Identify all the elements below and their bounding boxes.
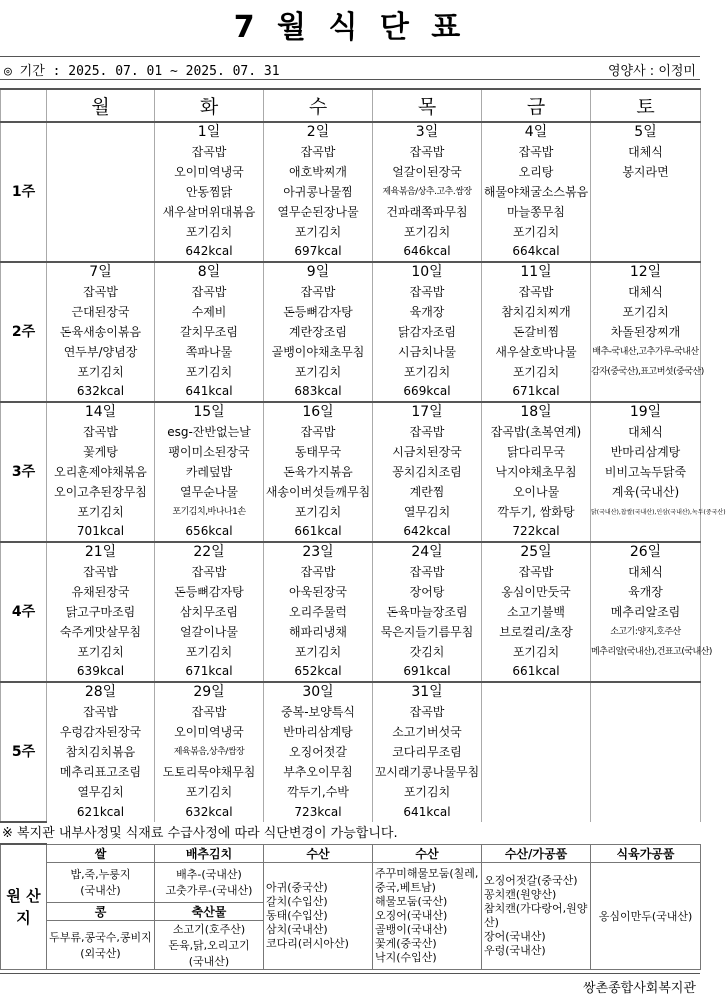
menu-item: 697kcal <box>264 242 373 262</box>
date-cell <box>47 122 155 142</box>
menu-item: esg-잔반없는날 <box>155 422 264 442</box>
menu-item: 갓김치 <box>373 642 482 662</box>
week-date-row <box>1 542 701 562</box>
menu-item <box>591 802 701 822</box>
menu-item: 제육볶음/상추.고추.쌈장 <box>373 182 482 202</box>
footer-divider <box>0 973 700 974</box>
date-cell: 14일 <box>47 402 155 422</box>
date-cell: 17일 <box>373 402 482 422</box>
menu-item: 닭감자조림 <box>373 322 482 342</box>
menu-item: 포기김치 <box>155 642 264 662</box>
origin-seafood-2: 주꾸미해물모둠(칠레,중국,베트남) 해물모둠(국산) 오징어(국내산) 골뱅이(국내산) 꽃게(중국산) 낙지(수입산) <box>373 862 482 969</box>
menu-item: 메추리알조림 <box>591 602 701 622</box>
menu-item: 잡곡밥 <box>264 142 373 162</box>
menu-row <box>1 142 701 162</box>
menu-item: 반마리삼계탕 <box>264 722 373 742</box>
menu-item: 포기김치,바나나1손 <box>155 502 264 522</box>
menu-item <box>47 222 155 242</box>
menu-item: 꽁치김치조림 <box>373 462 482 482</box>
menu-item: 포기김치 <box>264 502 373 522</box>
menu-row <box>1 622 701 642</box>
menu-row <box>1 342 701 362</box>
menu-item: 포기김치 <box>482 222 591 242</box>
menu-item: 포기김치 <box>482 642 591 662</box>
week-label: 5주 <box>1 682 47 822</box>
date-cell: 15일 <box>155 402 264 422</box>
menu-item: 꽃게탕 <box>47 442 155 462</box>
menu-row <box>1 502 701 522</box>
menu-row <box>1 382 701 402</box>
menu-item: 새우살머위대볶음 <box>155 202 264 222</box>
date-cell: 11일 <box>482 262 591 282</box>
menu-item: 오이고추된장무침 <box>47 482 155 502</box>
menu-item: 포기김치 <box>264 642 373 662</box>
menu-item: 잡곡밥 <box>47 702 155 722</box>
menu-item <box>591 222 701 242</box>
menu-row <box>1 742 701 762</box>
menu-item <box>482 762 591 782</box>
menu-item: 삼치무조림 <box>155 602 264 622</box>
origin-header: 식육가공품 <box>591 844 701 862</box>
menu-item: 잡곡밥 <box>482 282 591 302</box>
menu-item: 근대된장국 <box>47 302 155 322</box>
menu-item: 723kcal <box>264 802 373 822</box>
date-cell: 1일 <box>155 122 264 142</box>
menu-item: 깍두기,수박 <box>264 782 373 802</box>
menu-item: 시금치된장국 <box>373 442 482 462</box>
origin-header: 배추김치 <box>155 844 264 862</box>
menu-item: 671kcal <box>155 662 264 682</box>
menu-item: 얼갈이나물 <box>155 622 264 642</box>
date-cell: 5일 <box>591 122 701 142</box>
menu-item <box>591 782 701 802</box>
menu-item: 브로컬리/초장 <box>482 622 591 642</box>
menu-item <box>47 142 155 162</box>
menu-item: 잡곡밥 <box>482 562 591 582</box>
menu-item: 돈등뼈감자탕 <box>264 302 373 322</box>
day-header: 수 <box>264 89 373 122</box>
week-label: 3주 <box>1 402 47 542</box>
date-cell: 26일 <box>591 542 701 562</box>
date-cell: 8일 <box>155 262 264 282</box>
menu-item <box>591 722 701 742</box>
menu-item: 포기김치 <box>47 642 155 662</box>
menu-item: 안동찜닭 <box>155 182 264 202</box>
menu-item: 오리훈제야채볶음 <box>47 462 155 482</box>
menu-item: 잡곡밥 <box>373 142 482 162</box>
menu-item: 쪽파나물 <box>155 342 264 362</box>
week-date-row <box>1 402 701 422</box>
menu-item: 열무순된장나물 <box>264 202 373 222</box>
week-date-row <box>1 262 701 282</box>
day-header: 금 <box>482 89 591 122</box>
menu-item: 잡곡밥 <box>155 562 264 582</box>
origin-header: 수산 <box>373 844 482 862</box>
menu-item: 683kcal <box>264 382 373 402</box>
day-header: 목 <box>373 89 482 122</box>
date-cell: 31일 <box>373 682 482 702</box>
date-cell: 22일 <box>155 542 264 562</box>
menu-item: 잡곡밥(초복연계) <box>482 422 591 442</box>
menu-item: 641kcal <box>155 382 264 402</box>
menu-item: 수제비 <box>155 302 264 322</box>
menu-item: 골뱅이야채초무침 <box>264 342 373 362</box>
menu-item: 참치김치볶음 <box>47 742 155 762</box>
menu-row <box>1 242 701 262</box>
menu-item: 오리탕 <box>482 162 591 182</box>
menu-item: 참치김치찌개 <box>482 302 591 322</box>
menu-row <box>1 642 701 662</box>
date-cell: 30일 <box>264 682 373 702</box>
menu-item <box>482 702 591 722</box>
menu-item: 시금치나물 <box>373 342 482 362</box>
menu-item: 계란장조림 <box>264 322 373 342</box>
menu-item: 포기김치 <box>482 362 591 382</box>
menu-item: 코다리무조림 <box>373 742 482 762</box>
menu-row <box>1 362 701 382</box>
menu-item: 639kcal <box>47 662 155 682</box>
menu-item: 메추리알(국내산),건표고(국내산) <box>591 642 701 662</box>
origin-header: 수산 <box>264 844 373 862</box>
origin-header: 축산물 <box>155 902 264 920</box>
date-cell: 4일 <box>482 122 591 142</box>
menu-item: 봉지라면 <box>591 162 701 182</box>
date-cell: 19일 <box>591 402 701 422</box>
menu-item: 건파래쪽파무침 <box>373 202 482 222</box>
menu-item: 육개장 <box>591 582 701 602</box>
date-cell: 3일 <box>373 122 482 142</box>
menu-item: 656kcal <box>155 522 264 542</box>
date-cell: 9일 <box>264 262 373 282</box>
menu-item: 새송이버섯들깨무침 <box>264 482 373 502</box>
origin-label: 원 산 지 <box>1 844 47 969</box>
menu-item: 701kcal <box>47 522 155 542</box>
menu-item: 포기김치 <box>591 302 701 322</box>
menu-item <box>47 182 155 202</box>
origin-header: 콩 <box>47 902 155 920</box>
menu-item <box>591 242 701 262</box>
date-cell: 29일 <box>155 682 264 702</box>
menu-item <box>591 382 701 402</box>
menu-item: 열무순나물 <box>155 482 264 502</box>
menu-item: 포기김치 <box>47 502 155 522</box>
menu-item: 제육볶음,상추/쌈장 <box>155 742 264 762</box>
menu-item: 도토리묵야채무침 <box>155 762 264 782</box>
menu-item: 해파리냉채 <box>264 622 373 642</box>
date-cell <box>591 682 701 702</box>
menu-item: 661kcal <box>482 662 591 682</box>
menu-item: 오징어젓갈 <box>264 742 373 762</box>
menu-item: 숙주게맛살무침 <box>47 622 155 642</box>
menu-item: 돈등뼈감자탕 <box>155 582 264 602</box>
menu-item: 잡곡밥 <box>373 702 482 722</box>
notice: ※ 복지관 내부사정및 식재료 수급사정에 따라 식단변경이 가능합니다. <box>2 826 398 841</box>
menu-item: 깍두기, 쌈화탕 <box>482 502 591 522</box>
date-cell: 23일 <box>264 542 373 562</box>
date-cell: 2일 <box>264 122 373 142</box>
menu-item: 잡곡밥 <box>373 422 482 442</box>
menu-row <box>1 562 701 582</box>
menu-item: 돈육마늘장조림 <box>373 602 482 622</box>
week-label: 4주 <box>1 542 47 682</box>
menu-item: 새우살호박나물 <box>482 342 591 362</box>
menu-item: 포기김치 <box>373 782 482 802</box>
menu-item: 열무김치 <box>373 502 482 522</box>
menu-item: 642kcal <box>373 522 482 542</box>
menu-item: 낙지야채초무침 <box>482 462 591 482</box>
menu-item: 잡곡밥 <box>47 562 155 582</box>
menu-item: 동태무국 <box>264 442 373 462</box>
date-cell: 10일 <box>373 262 482 282</box>
menu-row <box>1 662 701 682</box>
menu-item: 잡곡밥 <box>47 282 155 302</box>
menu-table <box>0 88 726 823</box>
origin-header: 쌀 <box>47 844 155 862</box>
menu-item <box>591 522 701 542</box>
menu-item: 669kcal <box>373 382 482 402</box>
menu-item: 대체식 <box>591 282 701 302</box>
origin-table <box>0 843 701 970</box>
menu-item: 열무김치 <box>47 782 155 802</box>
menu-row <box>1 522 701 542</box>
menu-item: 대체식 <box>591 422 701 442</box>
menu-item <box>591 762 701 782</box>
menu-item: 잡곡밥 <box>482 142 591 162</box>
menu-item: 돈갈비찜 <box>482 322 591 342</box>
menu-row <box>1 582 701 602</box>
menu-item: 잡곡밥 <box>47 422 155 442</box>
day-header: 화 <box>155 89 264 122</box>
menu-item <box>47 242 155 262</box>
date-cell: 28일 <box>47 682 155 702</box>
menu-item: 오리주물럭 <box>264 602 373 622</box>
menu-item: 비비고녹두닭죽 <box>591 462 701 482</box>
menu-item: 부추오이무침 <box>264 762 373 782</box>
menu-item: 소고기버섯국 <box>373 722 482 742</box>
menu-item: 연두부/양념장 <box>47 342 155 362</box>
menu-item: 잡곡밥 <box>155 142 264 162</box>
menu-item: 652kcal <box>264 662 373 682</box>
menu-row <box>1 202 701 222</box>
menu-row <box>1 802 701 822</box>
dietitian: 영양사 : 이정미 <box>608 64 696 79</box>
menu-item: 포기김치 <box>264 222 373 242</box>
menu-item: 배추-국내산,고추가루-국내산 <box>591 342 701 362</box>
menu-item: 애호박찌개 <box>264 162 373 182</box>
week-date-row <box>1 682 701 702</box>
menu-item: 641kcal <box>373 802 482 822</box>
origin-header: 수산/가공품 <box>482 844 591 862</box>
menu-row <box>1 782 701 802</box>
menu-item: 카레덮밥 <box>155 462 264 482</box>
menu-item: 잡곡밥 <box>264 282 373 302</box>
menu-item: 메추리표고조림 <box>47 762 155 782</box>
menu-item: 아욱된장국 <box>264 582 373 602</box>
menu-item: 닭다리무국 <box>482 442 591 462</box>
menu-item <box>591 702 701 722</box>
origin-seafood-1: 아귀(중국산) 갈치(수입산) 동태(수입산) 삼치(국내산) 코다리(러시아산) <box>264 862 373 969</box>
date-cell: 16일 <box>264 402 373 422</box>
menu-item: 대체식 <box>591 562 701 582</box>
menu-item: 육개장 <box>373 302 482 322</box>
menu-item: 632kcal <box>47 382 155 402</box>
menu-row <box>1 702 701 722</box>
menu-item: 반마리삼계탕 <box>591 442 701 462</box>
date-cell: 25일 <box>482 542 591 562</box>
date-cell: 12일 <box>591 262 701 282</box>
menu-item: 621kcal <box>47 802 155 822</box>
menu-item: 마늘쫑무침 <box>482 202 591 222</box>
menu-item: 우렁감자된장국 <box>47 722 155 742</box>
date-cell <box>482 682 591 702</box>
menu-item <box>591 662 701 682</box>
menu-item: 포기김치 <box>155 222 264 242</box>
menu-item: 소고기불백 <box>482 602 591 622</box>
menu-item: 팽이미소된장국 <box>155 442 264 462</box>
menu-item: 해물야채굴소스볶음 <box>482 182 591 202</box>
menu-item: 오이나물 <box>482 482 591 502</box>
footer-org: 쌍촌종합사회복지관 <box>582 981 696 996</box>
menu-item: 632kcal <box>155 802 264 822</box>
origin-bean: 두부류,콩국수,콩비지 (외국산) <box>47 920 155 969</box>
menu-item: 계란찜 <box>373 482 482 502</box>
menu-item <box>482 802 591 822</box>
menu-row <box>1 422 701 442</box>
menu-item <box>482 782 591 802</box>
menu-item: 오이미역냉국 <box>155 722 264 742</box>
menu-row <box>1 182 701 202</box>
menu-row <box>1 222 701 242</box>
menu-item: 감자(중국산),표고버섯(중국산) <box>591 362 701 382</box>
period: ◎ 기간 : 2025. 07. 01 ~ 2025. 07. 31 <box>4 64 280 79</box>
menu-item: 장어탕 <box>373 582 482 602</box>
menu-item: 671kcal <box>482 382 591 402</box>
menu-item <box>47 162 155 182</box>
menu-item: 잡곡밥 <box>155 282 264 302</box>
day-header-row <box>1 89 701 122</box>
menu-row <box>1 162 701 182</box>
menu-item: 잡곡밥 <box>264 562 373 582</box>
menu-item: 포기김치 <box>264 362 373 382</box>
menu-row <box>1 442 701 462</box>
menu-item: 포기김치 <box>155 362 264 382</box>
menu-item: 돈육새송이볶음 <box>47 322 155 342</box>
menu-item: 잡곡밥 <box>264 422 373 442</box>
menu-item: 646kcal <box>373 242 482 262</box>
menu-item: 722kcal <box>482 522 591 542</box>
menu-item: 691kcal <box>373 662 482 682</box>
menu-item: 포기김치 <box>47 362 155 382</box>
menu-item: 661kcal <box>264 522 373 542</box>
week-label: 1주 <box>1 122 47 262</box>
menu-item: 유채된장국 <box>47 582 155 602</box>
menu-item: 잡곡밥 <box>373 562 482 582</box>
menu-row <box>1 482 701 502</box>
menu-item: 차돌된장찌개 <box>591 322 701 342</box>
menu-item: 소고기:양지,호주산 <box>591 622 701 642</box>
menu-item: 잡곡밥 <box>155 702 264 722</box>
menu-item: 묵은지들기름무침 <box>373 622 482 642</box>
week-date-row <box>1 122 701 142</box>
menu-row <box>1 322 701 342</box>
menu-item <box>591 182 701 202</box>
origin-seafood-3: 오징어젓갈(중국산) 꽁치캔(원양산) 참치캔(가다랑어,원양산) 장어(국내산) 우렁(국내산) <box>482 862 591 969</box>
menu-item <box>591 742 701 762</box>
menu-item <box>591 202 701 222</box>
menu-item: 664kcal <box>482 242 591 262</box>
menu-row <box>1 722 701 742</box>
menu-row <box>1 762 701 782</box>
menu-item: 계육(국내산) <box>591 482 701 502</box>
menu-item: 아귀콩나물찜 <box>264 182 373 202</box>
menu-row <box>1 602 701 622</box>
menu-item: 중복-보양특식 <box>264 702 373 722</box>
date-cell: 18일 <box>482 402 591 422</box>
menu-item: 대체식 <box>591 142 701 162</box>
date-cell: 24일 <box>373 542 482 562</box>
menu-item: 잡곡밥 <box>373 282 482 302</box>
menu-item <box>482 722 591 742</box>
menu-item <box>482 742 591 762</box>
menu-row <box>1 302 701 322</box>
menu-item: 닭(국내산),찹쌀(국내산),인삼(국내산),녹두(중국산) <box>591 502 701 522</box>
date-cell: 21일 <box>47 542 155 562</box>
menu-item: 옹심이만둣국 <box>482 582 591 602</box>
corner-cell <box>1 89 47 122</box>
day-header: 월 <box>47 89 155 122</box>
date-cell: 7일 <box>47 262 155 282</box>
menu-item: 포기김치 <box>155 782 264 802</box>
week-label: 2주 <box>1 262 47 402</box>
origin-rice: 밥,죽,누룽지 (국내산) <box>47 862 155 902</box>
page-title: 7 월 식 단 표 <box>233 10 467 45</box>
menu-item: 꼬시래기콩나물무침 <box>373 762 482 782</box>
origin-processed: 옹심이만두(국내산) <box>591 862 701 969</box>
menu-row <box>1 282 701 302</box>
menu-item: 오이미역냉국 <box>155 162 264 182</box>
menu-item <box>47 202 155 222</box>
origin-meat: 소고기(호주산) 돈육,닭,오리고기 (국내산) <box>155 920 264 969</box>
menu-item: 642kcal <box>155 242 264 262</box>
menu-item: 포기김치 <box>373 222 482 242</box>
menu-item: 돈육가지볶음 <box>264 462 373 482</box>
day-header: 토 <box>591 89 701 122</box>
origin-kimchi: 배추-(국내산) 고춧가루-(국내산) <box>155 862 264 902</box>
menu-item: 얼갈이된장국 <box>373 162 482 182</box>
menu-item: 포기김치 <box>373 362 482 382</box>
info-bar <box>0 56 700 80</box>
menu-item: 갈치무조림 <box>155 322 264 342</box>
menu-row <box>1 462 701 482</box>
menu-item: 닭고구마조림 <box>47 602 155 622</box>
